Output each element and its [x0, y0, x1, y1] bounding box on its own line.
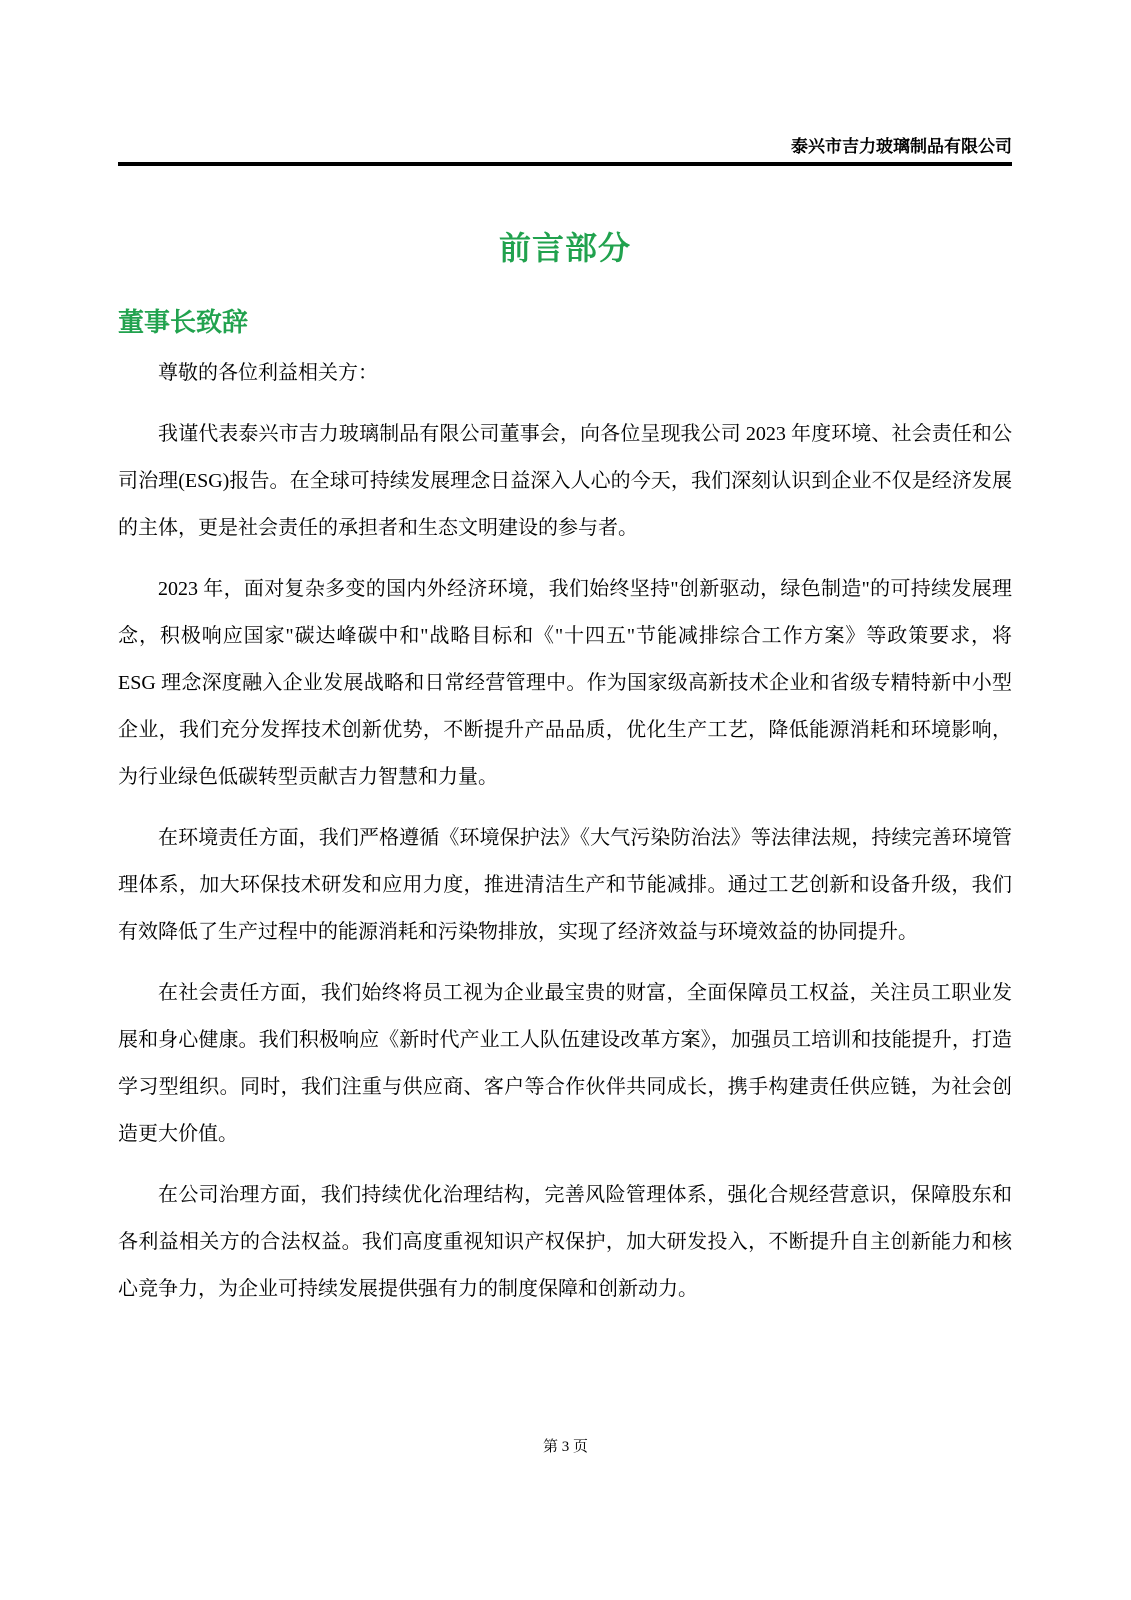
body-paragraph-3: 在环境责任方面，我们严格遵循《环境保护法》《大气污染防治法》等法律法规，持续完善环境管理体系，加大环保技术研发和应用力度，推进清洁生产和节能减排。通过工艺创新和设备升级，我们有效降低了生产过程中的能源消耗和污染物排放，实现了经济效益与环境效益的协同提升。	[118, 827, 1012, 943]
header-company-name: 泰兴市吉力玻璃制品有限公司	[791, 137, 1012, 156]
salutation: 尊敬的各位利益相关方：	[158, 362, 378, 384]
body-paragraph-4: 在社会责任方面，我们始终将员工视为企业最宝贵的财富，全面保障员工权益，关注员工职业发展和身心健康。我们积极响应《新时代产业工人队伍建设改革方案》，加强员工培训和技能提升，打造学习型组织。同时，我们注重与供应商、客户等合作伙伴共同成长，携手构建责任供应链，为社会创造更大价值。	[118, 982, 1012, 1145]
body-paragraph-1: 我谨代表泰兴市吉力玻璃制品有限公司董事会，向各位呈现我公司 2023 年度环境、社会责任和公司治理(ESG)报告。在全球可持续发展理念日益深入人心的今天，我们深刻认识到企业不仅是经济发展的主体，更是社会责任的承担者和生态文明建设的参与者。	[118, 423, 1012, 539]
page-number: 第 3 页	[542, 1439, 588, 1455]
body-paragraph-2: 2023 年，面对复杂多变的国内外经济环境，我们始终坚持"创新驱动，绿色制造"的可持续发展理念，积极响应国家"碳达峰碳中和"战略目标和《"十四五"节能减排综合工作方案》等政策要求，将 ESG 理念深度融入企业发展战略和日常经营管理中。作为国家级高新技术企业和省级专精特新中小型企业，我们充分发挥技术创新优势，不断提升产品品质，优化生产工艺，降低能源消耗和环境影响，为行业绿色低碳转型贡献吉力智慧和力量。	[118, 578, 1012, 788]
page-footer	[0, 1432, 1131, 1462]
page-title: 前言部分	[498, 230, 631, 266]
body-paragraph-5: 在公司治理方面，我们持续优化治理结构，完善风险管理体系，强化合规经营意识，保障股东和各利益相关方的合法权益。我们高度重视知识产权保护，加大研发投入，不断提升自主创新能力和核心竞争力，为企业可持续发展提供强有力的制度保障和创新动力。	[118, 1184, 1012, 1300]
section-heading-chairman-message: 董事长致辞	[118, 307, 249, 337]
header-rule	[118, 162, 1012, 166]
document-page	[118, 0, 1012, 1600]
